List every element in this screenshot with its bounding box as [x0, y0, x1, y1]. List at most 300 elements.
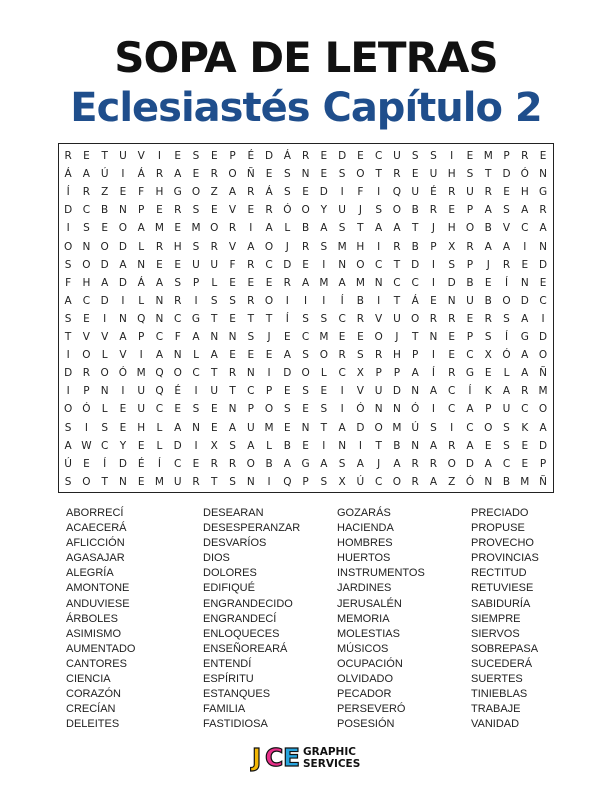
grid-cell: E: [357, 150, 364, 162]
grid-cell: I: [157, 150, 162, 162]
grid-cell: A: [119, 331, 127, 343]
word-list-item: SUCEDERÁ: [471, 657, 533, 670]
word-list-item: ENGRANDECÍ: [203, 612, 277, 625]
grid-cell: M: [520, 475, 530, 488]
grid-cell: T: [411, 222, 419, 235]
grid-cell: Z: [210, 186, 218, 199]
grid-cell: V: [82, 331, 90, 343]
grid-cell: P: [83, 385, 90, 398]
grid-cell: E: [247, 204, 255, 217]
grid-cell: S: [411, 150, 419, 162]
grid-cell: I: [66, 349, 70, 362]
grid-cell: U: [119, 150, 127, 162]
grid-cell: Ñ: [539, 475, 547, 488]
grid-cell: C: [448, 403, 456, 416]
grid-cell: C: [338, 312, 346, 325]
grid-cell: R: [210, 457, 218, 470]
grid-cell: V: [375, 312, 383, 325]
grid-cell: A: [64, 294, 72, 307]
grid-cell: A: [119, 258, 127, 271]
word-list-item: SIEMPRE: [471, 612, 521, 625]
word-list-item: EDIFIQUÉ: [203, 582, 255, 595]
grid-cell: O: [118, 222, 128, 235]
grid-cell: E: [302, 403, 309, 416]
grid-cell: R: [393, 168, 401, 181]
grid-cell: S: [64, 475, 72, 488]
grid-cell: I: [431, 403, 435, 416]
grid-cell: I: [66, 222, 70, 235]
grid-cell: X: [484, 349, 492, 362]
grid-cell: C: [192, 367, 200, 380]
word-list-item: JERUSALÉN: [337, 597, 402, 610]
grid-cell: S: [430, 421, 437, 434]
grid-cell: R: [484, 312, 492, 325]
grid-cell: O: [173, 367, 182, 380]
grid-cell: A: [228, 421, 237, 434]
grid-cell: R: [375, 349, 383, 362]
grid-cell: I: [194, 294, 198, 307]
grid-cell: S: [338, 222, 346, 235]
grid-cell: S: [64, 312, 72, 325]
logo-line1: GRAPHIC: [303, 746, 356, 758]
grid-cell: R: [247, 186, 255, 199]
grid-cell: A: [484, 240, 492, 253]
grid-cell: U: [411, 186, 420, 199]
grid-cell: Ó: [82, 403, 91, 416]
grid-cell: M: [538, 385, 548, 398]
grid-cell: Í: [468, 385, 472, 398]
grid-cell: E: [265, 349, 273, 362]
grid-cell: D: [173, 439, 182, 452]
grid-cell: C: [301, 331, 310, 343]
grid-cell: F: [357, 186, 364, 199]
grid-cell: T: [229, 385, 236, 398]
grid-cell: É: [137, 457, 145, 470]
grid-cell: C: [539, 294, 547, 307]
grid-cell: O: [191, 186, 201, 199]
grid-cell: K: [521, 421, 529, 434]
grid-cell: A: [502, 385, 511, 398]
grid-cell: S: [320, 240, 328, 253]
grid-cell: A: [283, 349, 291, 362]
grid-cell: A: [320, 222, 328, 235]
grid-cell: A: [521, 367, 529, 380]
grid-cell: N: [119, 475, 127, 488]
grid-cell: C: [411, 276, 419, 289]
grid-cell: I: [450, 150, 454, 162]
grid-cell: O: [264, 240, 274, 253]
grid-cell: E: [484, 439, 492, 452]
grid-cell: R: [64, 150, 72, 162]
grid-cell: O: [447, 457, 456, 470]
grid-cell: A: [393, 457, 401, 470]
grid-cell: Á: [137, 276, 145, 289]
grid-cell: G: [191, 312, 201, 325]
grid-cell: N: [228, 331, 237, 343]
grid-cell: D: [118, 457, 127, 470]
letter-grid: [58, 143, 554, 493]
word-list-item: CORAZÓN: [66, 688, 121, 701]
word-column: [203, 506, 333, 732]
grid-cell: I: [267, 475, 271, 488]
grid-cell: F: [174, 331, 181, 343]
grid-cell: O: [374, 331, 383, 343]
grid-cell: D: [538, 331, 548, 343]
grid-cell: N: [210, 331, 219, 343]
grid-cell: I: [523, 240, 527, 253]
word-list-item: HACIENDA: [337, 522, 394, 535]
word-list-item: ENGRANDECIDO: [203, 597, 293, 610]
grid-cell: R: [82, 186, 91, 199]
grid-cell: E: [229, 349, 236, 362]
grid-cell: E: [101, 222, 108, 235]
grid-cell: Q: [137, 312, 146, 325]
grid-cell: I: [322, 258, 326, 271]
grid-cell: R: [265, 204, 273, 217]
grid-cell: R: [484, 186, 492, 199]
word-list-item: TINIEBLAS: [471, 688, 528, 701]
grid-cell: L: [138, 240, 145, 253]
grid-cell: L: [503, 367, 510, 380]
grid-cell: D: [265, 150, 274, 162]
word-list-item: INSTRUMENTOS: [337, 567, 425, 580]
grid-cell: P: [466, 258, 474, 271]
grid-cell: O: [82, 349, 91, 362]
grid-cell: E: [210, 150, 218, 162]
grid-cell: A: [338, 276, 346, 289]
grid-cell: I: [121, 294, 125, 307]
grid-cell: N: [539, 240, 547, 253]
grid-cell: A: [484, 204, 492, 217]
grid-cell: C: [393, 276, 401, 289]
grid-cell: E: [448, 349, 456, 362]
grid-cell: S: [466, 168, 474, 181]
grid-cell: B: [265, 457, 273, 470]
grid-cell: S: [229, 475, 236, 488]
grid-cell: D: [411, 258, 420, 271]
grid-cell: I: [431, 349, 435, 362]
grid-cell: U: [393, 312, 401, 325]
word-list-item: PERSEVERÓ: [337, 703, 406, 716]
grid-cell: U: [246, 421, 255, 434]
grid-cell: E: [119, 186, 127, 199]
grid-cell: T: [411, 331, 419, 343]
grid-cell: C: [82, 204, 91, 217]
grid-cell: N: [155, 294, 164, 307]
grid-cell: O: [82, 258, 91, 271]
grid-cell: E: [83, 150, 90, 162]
grid-cell: B: [393, 439, 401, 452]
grid-cell: N: [246, 367, 255, 380]
grid-row: [59, 310, 552, 329]
grid-cell: A: [283, 457, 291, 470]
grid-cell: A: [429, 475, 438, 488]
grid-cell: P: [302, 475, 309, 488]
grid-cell: A: [265, 222, 273, 235]
grid-cell: A: [137, 222, 145, 235]
grid-cell: A: [375, 222, 383, 235]
grid-cell: E: [430, 294, 437, 307]
grid-cell: E: [83, 457, 90, 470]
word-list-item: DELEITES: [66, 718, 120, 731]
grid-cell: E: [265, 168, 273, 181]
word-list-item: PRECIADO: [471, 507, 529, 519]
grid-cell: P: [265, 385, 273, 398]
grid-cell: I: [358, 439, 362, 452]
grid-cell: J: [486, 258, 490, 271]
grid-cell: H: [392, 349, 401, 362]
grid-cell: S: [174, 276, 182, 289]
word-list-item: AFLICCIÓN: [66, 537, 125, 550]
grid-cell: N: [392, 403, 401, 416]
grid-cell: L: [284, 222, 291, 235]
word-list-item: FAMILIA: [203, 703, 246, 716]
grid-cell: O: [264, 403, 274, 416]
grid-cell: U: [466, 294, 474, 307]
grid-cell: T: [375, 439, 382, 452]
grid-cell: O: [100, 240, 109, 253]
grid-cell: R: [411, 457, 419, 470]
word-list-item: ACAECERÁ: [66, 522, 127, 535]
word-list-item: HOMBRES: [337, 537, 393, 550]
grid-cell: R: [155, 168, 164, 181]
word-list-item: SABIDURÍA: [471, 597, 531, 610]
grid-cell: Á: [137, 168, 145, 181]
grid-cell: U: [338, 204, 346, 217]
grid-cell: E: [448, 204, 456, 217]
grid-cell: R: [466, 240, 474, 253]
grid-cell: J: [377, 457, 381, 470]
grid-cell: A: [247, 439, 255, 452]
grid-cell: A: [393, 222, 401, 235]
word-list-item: AUMENTADO: [66, 642, 136, 655]
grid-cell: C: [374, 150, 383, 162]
grid-cell: P: [503, 150, 510, 162]
grid-cell: S: [503, 312, 510, 325]
word-list-item: ESPÍRITU: [203, 673, 254, 686]
grid-cell: S: [320, 403, 328, 416]
grid-cell: N: [119, 312, 127, 325]
grid-cell: Ú: [100, 168, 109, 181]
grid-cell: F: [65, 276, 72, 289]
grid-cell: É: [430, 186, 437, 199]
grid-cell: S: [320, 475, 328, 488]
logo-letter-j: J: [252, 743, 262, 772]
grid-cell: Á: [411, 294, 419, 307]
word-list-item: ASIMISMO: [66, 627, 122, 640]
grid-cell: E: [411, 168, 419, 181]
grid-cell: N: [301, 168, 310, 181]
word-list-item: ANDUVIESE: [66, 597, 130, 610]
grid-cell: A: [338, 421, 346, 434]
grid-cell: F: [138, 186, 145, 199]
grid-cell: D: [100, 294, 109, 307]
grid-cell: E: [83, 312, 90, 325]
grid-cell: R: [539, 204, 547, 217]
grid-cell: L: [193, 349, 199, 362]
grid-cell: C: [374, 258, 383, 271]
grid-cell: R: [301, 240, 310, 253]
grid-cell: D: [502, 168, 511, 181]
grid-cell: E: [521, 457, 529, 470]
grid-cell: U: [173, 475, 182, 488]
word-list-item: JARDINES: [337, 582, 392, 595]
grid-cell: P: [485, 403, 492, 416]
grid-cell: Á: [64, 168, 72, 181]
grid-cell: I: [541, 312, 545, 325]
word-list-item: ENTENDÍ: [203, 657, 252, 670]
grid-cell: E: [302, 258, 309, 271]
grid-cell: Í: [340, 294, 344, 307]
grid-cell: E: [521, 439, 529, 452]
grid-cell: I: [121, 385, 125, 398]
grid-cell: R: [393, 240, 401, 253]
grid-cell: E: [192, 168, 200, 181]
grid-cell: O: [356, 168, 365, 181]
grid-cell: R: [502, 258, 511, 271]
grid-cell: R: [174, 204, 182, 217]
word-list-item: ALEGRÍA: [66, 567, 114, 580]
grid-cell: I: [249, 222, 253, 235]
grid-cell: S: [64, 421, 72, 434]
grid-cell: M: [136, 367, 146, 380]
grid-cell: B: [101, 204, 109, 217]
word-list-item: CIENCIA: [66, 673, 111, 686]
grid-cell: D: [538, 439, 548, 452]
grid-cell: R: [210, 240, 218, 253]
grid-cell: Ú: [411, 421, 420, 434]
grid-cell: I: [431, 276, 435, 289]
grid-cell: S: [357, 349, 364, 362]
grid-cell: P: [393, 367, 401, 380]
grid-cell: C: [155, 403, 164, 416]
grid-cell: A: [64, 439, 72, 452]
grid-cell: R: [283, 276, 291, 289]
puzzle-title: SOPA DE LETRAS: [114, 33, 498, 82]
grid-cell: D: [447, 276, 456, 289]
grid-cell: N: [520, 276, 529, 289]
grid-cell: D: [64, 367, 73, 380]
grid-cell: D: [538, 258, 548, 271]
grid-cell: I: [121, 168, 125, 181]
grid-cell: C: [265, 258, 273, 271]
grid-cell: T: [375, 168, 382, 181]
grid-cell: A: [301, 276, 310, 289]
grid-cell: B: [411, 240, 419, 253]
grid-cell: V: [502, 222, 511, 235]
grid-cell: O: [374, 421, 383, 434]
grid-cell: A: [174, 421, 182, 434]
grid-cell: H: [173, 240, 182, 253]
grid-cell: A: [411, 367, 419, 380]
grid-cell: V: [356, 385, 364, 398]
grid-cell: U: [466, 186, 474, 199]
grid-cell: Í: [431, 367, 435, 380]
grid-cell: T: [64, 331, 72, 343]
grid-cell: B: [356, 294, 364, 307]
grid-cell: O: [319, 349, 328, 362]
grid-cell: C: [374, 475, 383, 488]
word-list-item: TRABAJE: [471, 703, 521, 716]
grid-cell: E: [156, 258, 163, 271]
grid-cell: O: [210, 222, 219, 235]
grid-row: [59, 256, 552, 275]
grid-cell: E: [320, 168, 328, 181]
grid-cell: B: [301, 222, 310, 235]
grid-cell: S: [338, 457, 346, 470]
word-list-item: VANIDAD: [471, 718, 520, 731]
grid-cell: R: [356, 312, 365, 325]
grid-row: [59, 364, 552, 383]
grid-cell: E: [174, 403, 182, 416]
grid-row: [59, 292, 552, 311]
grid-row: [59, 238, 552, 257]
grid-cell: X: [448, 240, 456, 253]
grid-cell: H: [137, 421, 146, 434]
grid-cell: R: [228, 222, 237, 235]
grid-cell: I: [84, 421, 88, 434]
grid-cell: G: [538, 186, 548, 199]
grid-cell: I: [66, 385, 70, 398]
grid-cell: N: [155, 312, 164, 325]
grid-cell: O: [538, 349, 548, 362]
grid-cell: Ó: [411, 403, 420, 416]
grid-cell: M: [355, 276, 365, 289]
word-list-item: RECTITUD: [471, 567, 527, 580]
word-list-item: ABORRECÍ: [66, 507, 124, 519]
grid-cell: E: [137, 439, 145, 452]
grid-cell: T: [393, 294, 401, 307]
grid-cell: A: [539, 421, 547, 434]
grid-row: [59, 165, 552, 184]
grid-cell: T: [393, 258, 401, 271]
grid-cell: H: [520, 186, 529, 199]
grid-cell: S: [484, 331, 492, 343]
grid-cell: H: [82, 276, 91, 289]
grid-cell: S: [247, 331, 255, 343]
grid-cell: E: [229, 276, 236, 289]
grid-cell: R: [301, 150, 310, 162]
grid-cell: O: [411, 312, 420, 325]
logo-line2: SERVICES: [303, 758, 361, 770]
grid-cell: O: [228, 168, 237, 181]
word-list-item: ENLOQUECES: [203, 627, 280, 640]
grid-cell: E: [265, 276, 273, 289]
grid-cell: H: [447, 222, 456, 235]
grid-cell: R: [174, 294, 182, 307]
grid-cell: C: [174, 312, 182, 325]
grid-cell: C: [155, 331, 164, 343]
grid-cell: R: [429, 204, 438, 217]
grid-cell: E: [174, 150, 182, 162]
grid-cell: P: [247, 403, 254, 416]
grid-cell: T: [357, 222, 364, 235]
grid-cell: R: [338, 349, 346, 362]
grid-cell: M: [337, 240, 347, 253]
grid-cell: Y: [320, 204, 328, 217]
word-list-item: CRECÍAN: [66, 703, 116, 716]
word-list-item: ENSEÑOREARÁ: [203, 642, 288, 655]
grid-cell: S: [503, 204, 510, 217]
grid-cell: S: [64, 258, 72, 271]
grid-cell: E: [320, 150, 328, 162]
grid-cell: O: [465, 222, 475, 235]
grid-cell: R: [429, 457, 438, 470]
grid-cell: E: [156, 204, 163, 217]
grid-cell: E: [357, 331, 364, 343]
grid-cell: O: [301, 367, 310, 380]
grid-cell: U: [393, 150, 401, 162]
